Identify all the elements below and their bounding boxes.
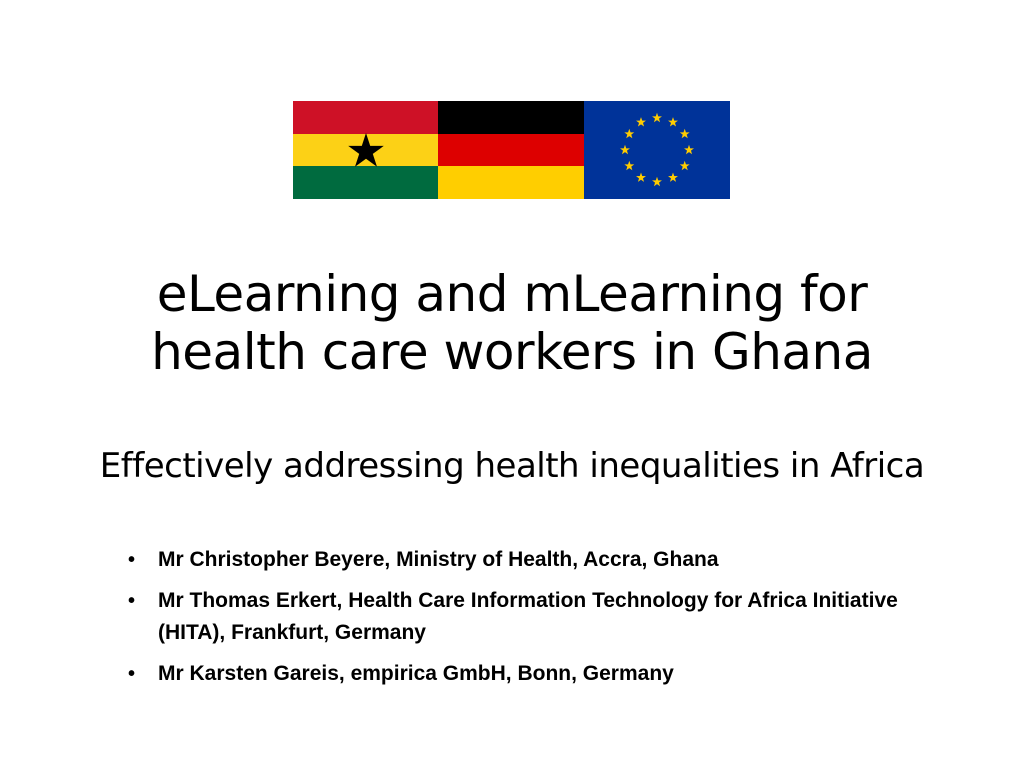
germany-flag-red-stripe <box>438 134 584 167</box>
eu-star-icon <box>668 173 678 182</box>
eu-star-icon <box>620 145 630 154</box>
eu-star-icon <box>680 161 690 170</box>
bullet-icon: • <box>128 549 136 571</box>
author-text: Mr Karsten Gareis, empirica GmbH, Bonn, Germany <box>158 662 674 685</box>
eu-star-icon <box>624 161 634 170</box>
eu-star-icon <box>624 129 634 138</box>
bullet-icon: • <box>128 663 136 685</box>
bullet-icon: • <box>128 590 136 612</box>
eu-star-icon <box>652 113 662 122</box>
author-list-item <box>128 544 948 576</box>
slide-subtitle: Effectively addressing health inequalities in Africa <box>99 446 925 486</box>
eu-star-circle-icon <box>584 101 730 199</box>
germany-flag-gold-stripe <box>438 166 584 199</box>
author-text: Mr Christopher Beyere, Ministry of Health, Accra, Ghana <box>158 548 719 571</box>
author-text: Mr Thomas Erkert, Health Care Information Technology for Africa Initiative (HITA), Frankfurt, Germany <box>158 589 898 644</box>
black-star-icon <box>348 133 384 167</box>
eu-star-icon <box>652 177 662 186</box>
slide-title-line-2: health care workers in Ghana <box>151 323 873 381</box>
ghana-flag-red-stripe <box>293 101 438 134</box>
author-list <box>128 544 948 699</box>
slide-title <box>0 265 1024 381</box>
eu-star-icon <box>668 117 678 126</box>
germany-flag-black-stripe <box>438 101 584 134</box>
eu-flag-icon <box>584 101 730 199</box>
eu-star-icon <box>636 117 646 126</box>
slide-title-line-1: eLearning and mLearning for <box>156 265 868 323</box>
eu-star-icon <box>636 173 646 182</box>
eu-star-icon <box>684 145 694 154</box>
author-list-item <box>128 585 948 649</box>
ghana-flag-icon <box>293 101 438 199</box>
author-list-item <box>128 658 948 690</box>
flags-banner <box>293 101 730 199</box>
eu-star-icon <box>680 129 690 138</box>
ghana-flag-green-stripe <box>293 166 438 199</box>
germany-flag-icon <box>438 101 584 199</box>
